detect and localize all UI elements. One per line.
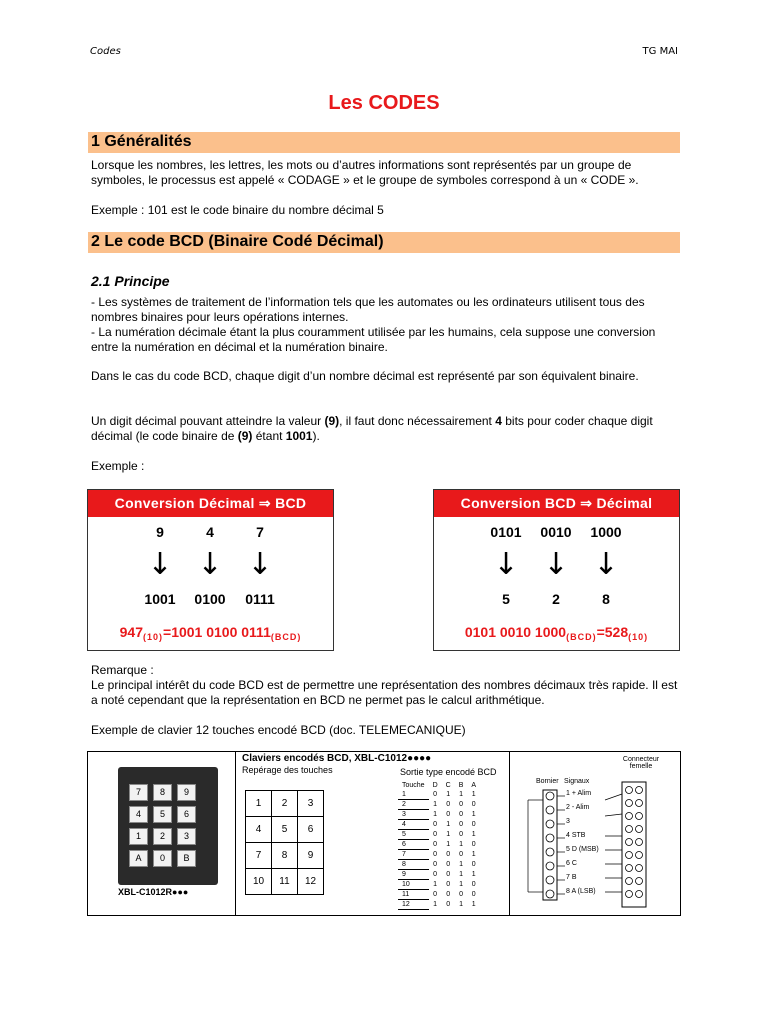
connector-pin [636,787,643,794]
remark-text: Le principal intérêt du code BCD est de permettre une représentation des nombres décimaux très rapide. Il est a noté cependant que la représentation en BCD ne permet pas le calcul arithmétique. [91,678,678,707]
section-2-band [88,232,680,253]
box1-top-digit: 9 [156,524,164,540]
terminal-screw [546,806,554,814]
connector-pin [636,891,643,898]
terminal-screw [546,890,554,898]
s1-paragraph: Lorsque les nombres, les lettres, les mots ou d’autres informations sont représentés par un groupe de symboles, le processus est appelé « CODAGE » et le groupe de symboles correspond à un « CODE ». [91,158,639,187]
box2-result: 0101 0010 $1000_{(BCD)}=528_{(10)}$ [464,624,649,642]
keypad-key: 2 [153,828,172,845]
box1-bottom-code: 0111 [245,591,275,607]
figure-sub2: Sortie type encodé BCD [400,767,497,777]
terminal-screw [546,834,554,842]
s2-p4: Un digit décimal pouvant atteindre la valeur (9), il faut donc nécessairement 4 bits pour coder chaque digit décimal (le code binaire de (9) étant 1001). [91,414,653,443]
connector-pin [626,800,633,807]
keypad-key: 5 [153,806,172,823]
signaux-label: Signaux [564,778,590,785]
down-arrow-icon: ↓ [593,547,619,582]
connector-pin [626,852,633,859]
header-right: TG MAI [642,46,678,57]
box2-bottom-digit: 5 [502,591,510,607]
section-2-heading: 2 Le code BCD (Binaire Codé Décimal) [91,233,384,250]
subsection-heading: 2.1 Principe [91,273,170,289]
connector-title: Connecteur femelle [622,756,660,770]
terminal-screw [546,862,554,870]
s2-p1: - Les systèmes de traitement de l’information tels que les automates ou les ordinateurs utilisent tous des nombres binaires pour leurs opérations internes. [91,295,645,324]
signal-label: 3 [566,818,570,825]
keypad-key: 8 [153,784,172,801]
figure-sub1: Repérage des touches [242,765,333,775]
down-arrow-icon: ↓ [247,547,273,582]
page-title: Les CODES [328,92,440,114]
section-1-band [88,132,680,153]
box1-heading: Conversion Décimal ⇒ BCD [88,490,333,517]
box2-bottom-digit: 2 [552,591,560,607]
s2-p3: Dans le cas du code BCD, chaque digit d’un nombre décimal est représenté par son équivalent binaire. [91,369,639,383]
connector-pin [626,813,633,820]
keypad-key: 4 [129,806,148,823]
terminal-screw [546,792,554,800]
keypad-label: XBL-C1012R●●● [118,887,189,897]
conversion-bcd-to-dec-box [433,489,680,651]
signal-label: 7 B [566,874,577,881]
s1-example: Exemple : 101 est le code binaire du nombre décimal 5 [91,203,384,217]
terminal-screw [546,876,554,884]
keypad-photo [118,767,218,885]
connector-pin [626,787,633,794]
header-left: Codes [90,46,121,57]
connector-pin [636,839,643,846]
keypad-key: B [177,850,196,867]
box2-top-code: 1000 [590,524,622,540]
keypad-figure [87,751,681,916]
connector-pin [626,826,633,833]
remark-label: Remarque : [91,663,154,677]
down-arrow-icon: ↓ [147,547,173,582]
signal-label: 6 C [566,860,577,867]
signal-label: 2 - Alim [566,804,590,811]
connector-pin [636,865,643,872]
connector-pin [626,865,633,872]
down-arrow-icon: ↓ [197,547,223,582]
keypad-key: 1 [129,828,148,845]
keypad-key: 9 [177,784,196,801]
connector-pin [626,878,633,885]
bcd-output-table: Touche D C B A 1 0 1 1 1 2 1 0 0 0 3 1 0 0 1 4 0 1 0 0 5 0 1 0 1 6 0 1 1 0 7 0 0 0 1 8 0 0 1 0 9 0 0 1 1 10 1 0 1 0 11 0 0 0 0 12 1 0 1 1 [398,781,480,910]
box2-bottom-digit: 8 [602,591,610,607]
keypad-key: 6 [177,806,196,823]
signal-label: 5 D (MSB) [566,846,599,853]
keypad-key: 7 [129,784,148,801]
keypad-key: A [129,850,148,867]
connector-pin [636,852,643,859]
box2-heading: Conversion BCD ⇒ Décimal [434,490,679,517]
box2-top-code: 0010 [540,524,572,540]
terminal-screw [546,848,554,856]
connector-pin [626,891,633,898]
signal-label: 4 STB [566,832,586,839]
section-1-heading: 1 Généralités [91,133,192,150]
connector-pin [636,800,643,807]
terminal-screw [546,820,554,828]
box1-bottom-code: 0100 [194,591,226,607]
figure-title: Claviers encodés BCD, XBL-C1012●●●● [242,753,432,764]
key-grid: 1 2 3 4 5 6 7 8 9 10 11 12 [245,790,324,895]
connector-pin [636,878,643,885]
connector-pin [636,826,643,833]
box2-top-code: 0101 [490,524,522,540]
s2-example: Exemple : [91,459,145,473]
connector-pin [626,839,633,846]
conversion-dec-to-bcd-box [87,489,334,651]
s2-p2: - La numération décimale étant la plus couramment utilisée par les humains, cela suppose une conversion entre la numération en décimal et la numération binaire. [91,325,656,354]
connector-pin [636,813,643,820]
signal-label: 1 + Alim [566,790,592,797]
remark-example: Exemple de clavier 12 touches encodé BCD (doc. TELEMECANIQUE) [91,723,466,737]
down-arrow-icon: ↓ [493,547,519,582]
box1-top-digit: 7 [256,524,264,540]
box1-result: $947_{(10)}=1001$ 0100 $0111_{(BCD)}$ [119,624,302,642]
box1-top-digit: 4 [206,524,214,540]
bornier-label: Bornier [536,778,559,785]
down-arrow-icon: ↓ [543,547,569,582]
signal-label: 8 A (LSB) [566,888,596,895]
keypad-key: 0 [153,850,172,867]
box1-bottom-code: 1001 [144,591,176,607]
keypad-key: 3 [177,828,196,845]
